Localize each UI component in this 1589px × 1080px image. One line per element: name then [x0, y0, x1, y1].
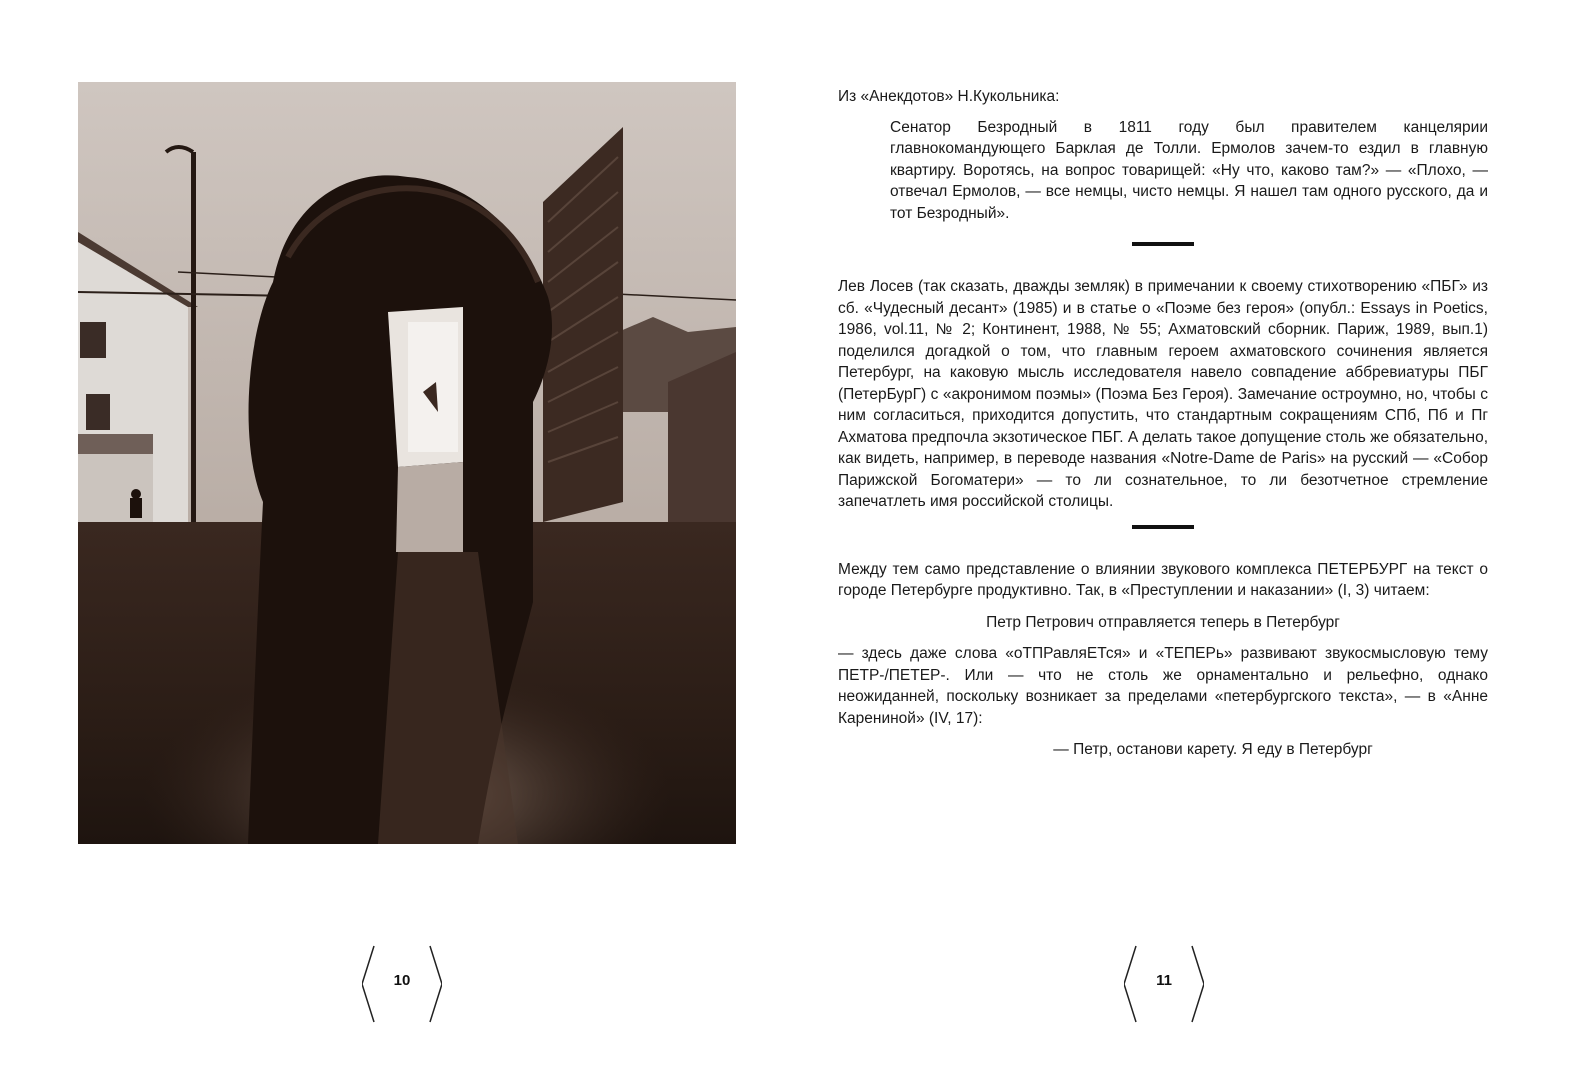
page-number-right	[1124, 944, 1204, 1024]
page-number-left	[362, 944, 442, 1024]
citation-tolstoy: — Петр, останови карету. Я еду в Петербург	[1053, 741, 1373, 758]
page-number-label: 11	[1156, 972, 1172, 989]
page-number-label: 10	[393, 972, 411, 989]
paragraph-losev: Лев Лосев (так сказать, дважды земляк) в примечании к своему стихотворению «ПБГ» из сб. «Чудесный десант» (1985) и в статье о «Поэме без героя» (опубл.: Essays in Poetics, 1986, vol.11, № 2; Континент, 1988, № 55; Ахматовский сборник. Париж, 1989, вып.1) поделился догадкой о том, что главным героем ахматовского сочинения является Петербург, на каковую мысль исследователя навело совпадение аббревиатуры ПБГ (ПетерБурГ) с «акронимом поэмы» (Поэма Без Героя). Замечание остроумно, но, чтобы с ним согласиться, приходится допустить, что стандартным сокращениям СПб, Пб и Пг Ахматова предпочла экзотическое ПБГ. А делать такое допущение столь же обязательно, как видеть, например, в переводе названия «Notre-Dame de Paris» на русский — «Собор Парижской Богоматери» — то ли сознательное, то ли безотчетное стремление запечатлеть имя российской столицы.	[838, 278, 1488, 510]
anecdote-quote: Сенатор Безродный в 1811 году был правителем канцелярии главнокомандующего Барклая де Толли. Ермолов зачем-то ездил в главную квартиру. Воротясь, на вопрос товарищей: «Ну что, каково там?» — «Плохо, — отвечал Ермолов, — все немцы, чисто немцы. Я нашел там одного русского, да и тот Безродный».	[890, 118, 1488, 222]
paragraph-commentary: — здесь даже слова «оТПРавляЕТся» и «ТЕПЕРь» развивают звукосмысловую тему ПЕТР-/ПЕТЕР-. Или — что не столь же орнаментально и рельефно, однако неожиданней, поскольку возникает за пределами «петербургского текста», — в «Анне Карениной» (IV, 17):	[838, 645, 1488, 727]
intro-line: Из «Анекдотов» Н.Кукольника:	[838, 88, 1060, 105]
photo-image	[78, 82, 736, 844]
right-page-text	[838, 86, 1488, 761]
street-photo	[78, 82, 736, 844]
citation-dostoevsky: Петр Петрович отправляется теперь в Петербург	[986, 613, 1340, 631]
section-separator	[1132, 525, 1194, 529]
section-separator	[1132, 242, 1194, 246]
paragraph-sound-complex: Между тем само представление о влиянии звукового комплекса ПЕТЕРБУРГ на текст о городе Петербурге продуктивно. Так, в «Преступлении и наказании» (I, 3) читаем:	[838, 560, 1488, 599]
